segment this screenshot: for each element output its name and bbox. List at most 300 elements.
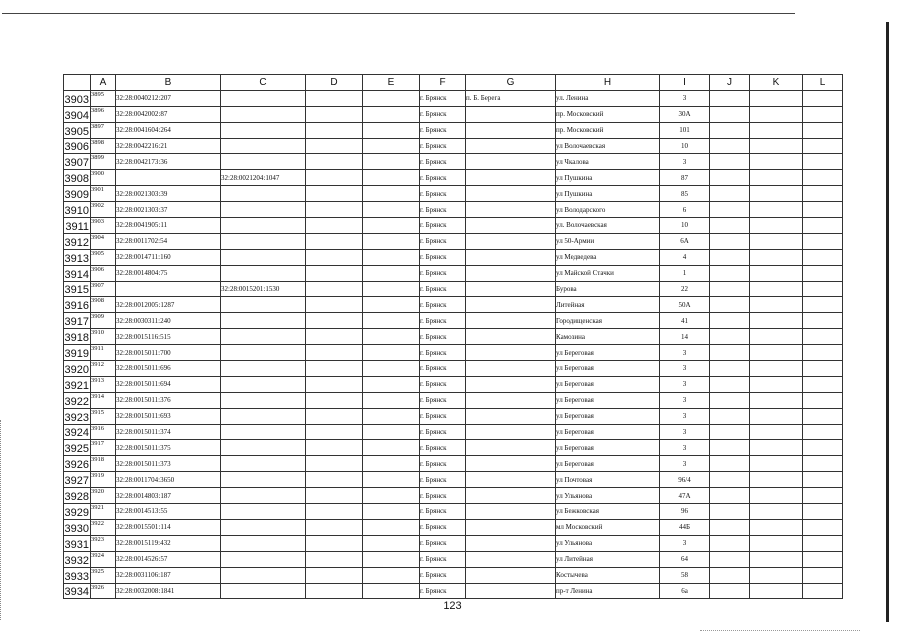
cell-b[interactable]: 32:28:0014513:55 bbox=[116, 504, 221, 520]
cell-a[interactable]: 3906 bbox=[91, 265, 116, 281]
cell-h[interactable]: пр. Московский bbox=[556, 106, 660, 122]
cell-f[interactable]: г. Брянск bbox=[420, 122, 466, 138]
cell-d[interactable] bbox=[306, 186, 363, 202]
cell-h[interactable]: ул Береговая bbox=[556, 440, 660, 456]
row-number[interactable]: 3922 bbox=[64, 392, 91, 408]
cell-b[interactable] bbox=[116, 170, 221, 186]
cell-l[interactable] bbox=[803, 551, 843, 567]
cell-k[interactable] bbox=[750, 249, 803, 265]
cell-c[interactable] bbox=[221, 361, 306, 377]
cell-h[interactable]: ул Почтовая bbox=[556, 472, 660, 488]
cell-h[interactable]: ул Медведева bbox=[556, 249, 660, 265]
cell-j[interactable] bbox=[710, 313, 750, 329]
row-number[interactable]: 3909 bbox=[64, 186, 91, 202]
cell-k[interactable] bbox=[750, 488, 803, 504]
cell-j[interactable] bbox=[710, 424, 750, 440]
cell-k[interactable] bbox=[750, 218, 803, 234]
cell-l[interactable] bbox=[803, 233, 843, 249]
cell-h[interactable]: ул Береговая bbox=[556, 376, 660, 392]
cell-c[interactable] bbox=[221, 424, 306, 440]
row-number[interactable]: 3916 bbox=[64, 297, 91, 313]
cell-b[interactable]: 32:28:0015011:700 bbox=[116, 345, 221, 361]
cell-l[interactable] bbox=[803, 265, 843, 281]
cell-e[interactable] bbox=[363, 345, 420, 361]
row-number[interactable]: 3926 bbox=[64, 456, 91, 472]
cell-g[interactable] bbox=[466, 345, 556, 361]
row-number[interactable]: 3913 bbox=[64, 249, 91, 265]
cell-j[interactable] bbox=[710, 297, 750, 313]
cell-l[interactable] bbox=[803, 186, 843, 202]
cell-l[interactable] bbox=[803, 138, 843, 154]
cell-i[interactable]: 3 bbox=[660, 345, 710, 361]
cell-i[interactable]: 3 bbox=[660, 376, 710, 392]
cell-e[interactable] bbox=[363, 313, 420, 329]
cell-g[interactable] bbox=[466, 472, 556, 488]
row-number[interactable]: 3903 bbox=[64, 90, 91, 106]
cell-e[interactable] bbox=[363, 456, 420, 472]
cell-f[interactable]: г. Брянск bbox=[420, 249, 466, 265]
cell-g[interactable] bbox=[466, 138, 556, 154]
cell-e[interactable] bbox=[363, 424, 420, 440]
cell-j[interactable] bbox=[710, 361, 750, 377]
cell-i[interactable]: 58 bbox=[660, 567, 710, 583]
cell-j[interactable] bbox=[710, 567, 750, 583]
cell-c[interactable] bbox=[221, 154, 306, 170]
row-number[interactable]: 3911 bbox=[64, 218, 91, 234]
cell-j[interactable] bbox=[710, 551, 750, 567]
cell-a[interactable]: 3905 bbox=[91, 249, 116, 265]
cell-e[interactable] bbox=[363, 329, 420, 345]
cell-a[interactable]: 3908 bbox=[91, 297, 116, 313]
cell-e[interactable] bbox=[363, 392, 420, 408]
cell-g[interactable] bbox=[466, 408, 556, 424]
cell-e[interactable] bbox=[363, 233, 420, 249]
cell-h[interactable]: ул. Волочаевская bbox=[556, 218, 660, 234]
cell-d[interactable] bbox=[306, 281, 363, 297]
row-number[interactable]: 3924 bbox=[64, 424, 91, 440]
row-number[interactable]: 3923 bbox=[64, 408, 91, 424]
cell-c[interactable] bbox=[221, 265, 306, 281]
cell-h[interactable]: ул 50-Армии bbox=[556, 233, 660, 249]
cell-k[interactable] bbox=[750, 186, 803, 202]
cell-g[interactable] bbox=[466, 313, 556, 329]
cell-l[interactable] bbox=[803, 249, 843, 265]
cell-j[interactable] bbox=[710, 233, 750, 249]
cell-k[interactable] bbox=[750, 202, 803, 218]
cell-k[interactable] bbox=[750, 297, 803, 313]
cell-f[interactable]: г. Брянск bbox=[420, 90, 466, 106]
cell-h[interactable]: Литейная bbox=[556, 297, 660, 313]
cell-d[interactable] bbox=[306, 567, 363, 583]
cell-c[interactable] bbox=[221, 313, 306, 329]
cell-a[interactable]: 3914 bbox=[91, 392, 116, 408]
cell-g[interactable] bbox=[466, 535, 556, 551]
row-number[interactable]: 3904 bbox=[64, 106, 91, 122]
cell-b[interactable]: 32:28:0015119:432 bbox=[116, 535, 221, 551]
cell-d[interactable] bbox=[306, 329, 363, 345]
cell-i[interactable]: 14 bbox=[660, 329, 710, 345]
cell-l[interactable] bbox=[803, 281, 843, 297]
cell-g[interactable] bbox=[466, 519, 556, 535]
cell-i[interactable]: 4 bbox=[660, 249, 710, 265]
cell-a[interactable]: 3911 bbox=[91, 345, 116, 361]
cell-i[interactable]: 30А bbox=[660, 106, 710, 122]
cell-j[interactable] bbox=[710, 392, 750, 408]
cell-a[interactable]: 3898 bbox=[91, 138, 116, 154]
cell-c[interactable] bbox=[221, 297, 306, 313]
cell-d[interactable] bbox=[306, 488, 363, 504]
cell-a[interactable]: 3922 bbox=[91, 519, 116, 535]
cell-h[interactable]: ул Майской Стачки bbox=[556, 265, 660, 281]
cell-b[interactable]: 32:28:0011704:3650 bbox=[116, 472, 221, 488]
cell-b[interactable] bbox=[116, 281, 221, 297]
cell-c[interactable] bbox=[221, 345, 306, 361]
cell-g[interactable] bbox=[466, 440, 556, 456]
cell-c[interactable] bbox=[221, 376, 306, 392]
cell-d[interactable] bbox=[306, 345, 363, 361]
cell-a[interactable]: 3910 bbox=[91, 329, 116, 345]
cell-i[interactable]: 10 bbox=[660, 218, 710, 234]
cell-d[interactable] bbox=[306, 535, 363, 551]
cell-f[interactable]: г. Брянск bbox=[420, 567, 466, 583]
cell-f[interactable]: г. Брянск bbox=[420, 504, 466, 520]
cell-h[interactable]: ул Пушкина bbox=[556, 186, 660, 202]
cell-b[interactable]: 32:28:0021303:39 bbox=[116, 186, 221, 202]
cell-e[interactable] bbox=[363, 186, 420, 202]
cell-e[interactable] bbox=[363, 376, 420, 392]
corner-header[interactable] bbox=[64, 75, 91, 91]
cell-k[interactable] bbox=[750, 361, 803, 377]
cell-b[interactable]: 32:28:0042173:36 bbox=[116, 154, 221, 170]
cell-j[interactable] bbox=[710, 138, 750, 154]
cell-f[interactable]: г. Брянск bbox=[420, 408, 466, 424]
cell-f[interactable]: г. Брянск bbox=[420, 583, 466, 599]
cell-b[interactable]: 32:28:0014803:187 bbox=[116, 488, 221, 504]
cell-i[interactable]: 96/4 bbox=[660, 472, 710, 488]
cell-j[interactable] bbox=[710, 122, 750, 138]
cell-g[interactable] bbox=[466, 233, 556, 249]
cell-a[interactable]: 3920 bbox=[91, 488, 116, 504]
cell-d[interactable] bbox=[306, 408, 363, 424]
cell-g[interactable] bbox=[466, 376, 556, 392]
cell-a[interactable]: 3903 bbox=[91, 218, 116, 234]
cell-f[interactable]: г. Брянск bbox=[420, 361, 466, 377]
cell-g[interactable] bbox=[466, 392, 556, 408]
cell-i[interactable]: 6а bbox=[660, 583, 710, 599]
cell-d[interactable] bbox=[306, 218, 363, 234]
cell-j[interactable] bbox=[710, 535, 750, 551]
cell-d[interactable] bbox=[306, 361, 363, 377]
cell-j[interactable] bbox=[710, 281, 750, 297]
cell-j[interactable] bbox=[710, 488, 750, 504]
cell-g[interactable] bbox=[466, 154, 556, 170]
cell-b[interactable]: 32:28:0041604:264 bbox=[116, 122, 221, 138]
row-number[interactable]: 3912 bbox=[64, 233, 91, 249]
cell-i[interactable]: 3 bbox=[660, 408, 710, 424]
cell-e[interactable] bbox=[363, 408, 420, 424]
cell-e[interactable] bbox=[363, 551, 420, 567]
cell-h[interactable]: ул Пушкина bbox=[556, 170, 660, 186]
cell-j[interactable] bbox=[710, 218, 750, 234]
cell-k[interactable] bbox=[750, 551, 803, 567]
column-header-c[interactable]: C bbox=[221, 75, 306, 91]
cell-l[interactable] bbox=[803, 218, 843, 234]
cell-e[interactable] bbox=[363, 535, 420, 551]
cell-l[interactable] bbox=[803, 376, 843, 392]
cell-e[interactable] bbox=[363, 154, 420, 170]
cell-j[interactable] bbox=[710, 329, 750, 345]
cell-e[interactable] bbox=[363, 202, 420, 218]
column-header-l[interactable]: L bbox=[803, 75, 843, 91]
row-number[interactable]: 3928 bbox=[64, 488, 91, 504]
cell-g[interactable] bbox=[466, 106, 556, 122]
cell-f[interactable]: г. Брянск bbox=[420, 488, 466, 504]
cell-b[interactable]: 32:28:0014711:160 bbox=[116, 249, 221, 265]
cell-k[interactable] bbox=[750, 281, 803, 297]
cell-d[interactable] bbox=[306, 122, 363, 138]
cell-d[interactable] bbox=[306, 392, 363, 408]
cell-g[interactable] bbox=[466, 122, 556, 138]
row-number[interactable]: 3906 bbox=[64, 138, 91, 154]
cell-l[interactable] bbox=[803, 170, 843, 186]
cell-c[interactable] bbox=[221, 488, 306, 504]
cell-e[interactable] bbox=[363, 361, 420, 377]
cell-d[interactable] bbox=[306, 202, 363, 218]
column-header-j[interactable]: J bbox=[710, 75, 750, 91]
cell-a[interactable]: 3909 bbox=[91, 313, 116, 329]
cell-j[interactable] bbox=[710, 376, 750, 392]
cell-k[interactable] bbox=[750, 170, 803, 186]
cell-g[interactable] bbox=[466, 281, 556, 297]
cell-a[interactable]: 3899 bbox=[91, 154, 116, 170]
cell-e[interactable] bbox=[363, 472, 420, 488]
cell-a[interactable]: 3926 bbox=[91, 583, 116, 599]
cell-c[interactable] bbox=[221, 186, 306, 202]
cell-h[interactable]: ул Володарского bbox=[556, 202, 660, 218]
cell-f[interactable]: г. Брянск bbox=[420, 281, 466, 297]
cell-a[interactable]: 3907 bbox=[91, 281, 116, 297]
cell-j[interactable] bbox=[710, 504, 750, 520]
cell-f[interactable]: г. Брянск bbox=[420, 392, 466, 408]
column-header-b[interactable]: B bbox=[116, 75, 221, 91]
row-number[interactable]: 3930 bbox=[64, 519, 91, 535]
cell-e[interactable] bbox=[363, 440, 420, 456]
cell-j[interactable] bbox=[710, 519, 750, 535]
cell-i[interactable]: 96 bbox=[660, 504, 710, 520]
cell-c[interactable] bbox=[221, 138, 306, 154]
cell-h[interactable]: ул Береговая bbox=[556, 345, 660, 361]
cell-l[interactable] bbox=[803, 361, 843, 377]
cell-k[interactable] bbox=[750, 313, 803, 329]
cell-j[interactable] bbox=[710, 186, 750, 202]
cell-i[interactable]: 3 bbox=[660, 90, 710, 106]
cell-h[interactable]: Костычева bbox=[556, 567, 660, 583]
cell-e[interactable] bbox=[363, 106, 420, 122]
cell-h[interactable]: ул Волочаевская bbox=[556, 138, 660, 154]
cell-h[interactable]: ул Береговая bbox=[556, 361, 660, 377]
cell-b[interactable]: 32:28:0015011:374 bbox=[116, 424, 221, 440]
cell-i[interactable]: 85 bbox=[660, 186, 710, 202]
cell-g[interactable] bbox=[466, 424, 556, 440]
cell-b[interactable]: 32:28:0015011:696 bbox=[116, 361, 221, 377]
cell-l[interactable] bbox=[803, 345, 843, 361]
cell-d[interactable] bbox=[306, 424, 363, 440]
cell-f[interactable]: г. Брянск bbox=[420, 535, 466, 551]
cell-k[interactable] bbox=[750, 583, 803, 599]
row-number[interactable]: 3921 bbox=[64, 376, 91, 392]
cell-h[interactable]: ул Чкалова bbox=[556, 154, 660, 170]
cell-l[interactable] bbox=[803, 583, 843, 599]
cell-a[interactable]: 3925 bbox=[91, 567, 116, 583]
cell-b[interactable]: 32:28:0014526:57 bbox=[116, 551, 221, 567]
cell-e[interactable] bbox=[363, 567, 420, 583]
cell-f[interactable]: г. Брянск bbox=[420, 313, 466, 329]
cell-g[interactable] bbox=[466, 456, 556, 472]
cell-l[interactable] bbox=[803, 106, 843, 122]
cell-b[interactable]: 32:28:0042216:21 bbox=[116, 138, 221, 154]
cell-d[interactable] bbox=[306, 551, 363, 567]
cell-k[interactable] bbox=[750, 233, 803, 249]
cell-j[interactable] bbox=[710, 408, 750, 424]
cell-f[interactable]: г. Брянск bbox=[420, 218, 466, 234]
cell-d[interactable] bbox=[306, 376, 363, 392]
cell-a[interactable]: 3924 bbox=[91, 551, 116, 567]
cell-i[interactable]: 44Б bbox=[660, 519, 710, 535]
cell-l[interactable] bbox=[803, 90, 843, 106]
cell-k[interactable] bbox=[750, 154, 803, 170]
cell-c[interactable] bbox=[221, 456, 306, 472]
row-number[interactable]: 3908 bbox=[64, 170, 91, 186]
column-header-e[interactable]: E bbox=[363, 75, 420, 91]
cell-b[interactable]: 32:28:0012005:1287 bbox=[116, 297, 221, 313]
cell-k[interactable] bbox=[750, 90, 803, 106]
cell-f[interactable]: г. Брянск bbox=[420, 233, 466, 249]
cell-l[interactable] bbox=[803, 202, 843, 218]
cell-f[interactable]: г. Брянск bbox=[420, 376, 466, 392]
cell-d[interactable] bbox=[306, 440, 363, 456]
cell-k[interactable] bbox=[750, 265, 803, 281]
cell-b[interactable]: 32:28:0042002:87 bbox=[116, 106, 221, 122]
cell-k[interactable] bbox=[750, 408, 803, 424]
cell-k[interactable] bbox=[750, 392, 803, 408]
cell-b[interactable]: 32:28:0032008:1841 bbox=[116, 583, 221, 599]
cell-c[interactable] bbox=[221, 551, 306, 567]
cell-a[interactable]: 3915 bbox=[91, 408, 116, 424]
cell-g[interactable] bbox=[466, 488, 556, 504]
cell-c[interactable] bbox=[221, 472, 306, 488]
row-number[interactable]: 3933 bbox=[64, 567, 91, 583]
cell-f[interactable]: г. Брянск bbox=[420, 456, 466, 472]
cell-j[interactable] bbox=[710, 90, 750, 106]
cell-k[interactable] bbox=[750, 329, 803, 345]
cell-c[interactable] bbox=[221, 122, 306, 138]
cell-l[interactable] bbox=[803, 408, 843, 424]
cell-h[interactable]: мл Московский bbox=[556, 519, 660, 535]
cell-i[interactable]: 3 bbox=[660, 456, 710, 472]
cell-k[interactable] bbox=[750, 504, 803, 520]
cell-e[interactable] bbox=[363, 265, 420, 281]
cell-a[interactable]: 3912 bbox=[91, 361, 116, 377]
row-number[interactable]: 3929 bbox=[64, 504, 91, 520]
cell-l[interactable] bbox=[803, 535, 843, 551]
cell-f[interactable]: г. Брянск bbox=[420, 297, 466, 313]
cell-h[interactable]: ул Береговая bbox=[556, 408, 660, 424]
cell-c[interactable] bbox=[221, 249, 306, 265]
cell-f[interactable]: г. Брянск bbox=[420, 138, 466, 154]
cell-b[interactable]: 32:28:0015011:375 bbox=[116, 440, 221, 456]
cell-b[interactable]: 32:28:0011702:54 bbox=[116, 233, 221, 249]
cell-i[interactable]: 3 bbox=[660, 361, 710, 377]
cell-f[interactable]: г. Брянск bbox=[420, 472, 466, 488]
cell-f[interactable]: г. Брянск bbox=[420, 329, 466, 345]
cell-l[interactable] bbox=[803, 122, 843, 138]
cell-j[interactable] bbox=[710, 456, 750, 472]
cell-j[interactable] bbox=[710, 106, 750, 122]
cell-f[interactable]: г. Брянск bbox=[420, 424, 466, 440]
cell-c[interactable] bbox=[221, 440, 306, 456]
cell-k[interactable] bbox=[750, 345, 803, 361]
cell-l[interactable] bbox=[803, 504, 843, 520]
cell-e[interactable] bbox=[363, 504, 420, 520]
cell-i[interactable]: 10 bbox=[660, 138, 710, 154]
column-header-h[interactable]: H bbox=[556, 75, 660, 91]
cell-g[interactable] bbox=[466, 361, 556, 377]
cell-g[interactable] bbox=[466, 297, 556, 313]
cell-b[interactable]: 32:28:0015011:694 bbox=[116, 376, 221, 392]
cell-a[interactable]: 3921 bbox=[91, 504, 116, 520]
cell-h[interactable]: ул Береговая bbox=[556, 392, 660, 408]
cell-i[interactable]: 47А bbox=[660, 488, 710, 504]
cell-d[interactable] bbox=[306, 313, 363, 329]
cell-i[interactable]: 87 bbox=[660, 170, 710, 186]
cell-a[interactable]: 3913 bbox=[91, 376, 116, 392]
cell-b[interactable]: 32:28:0031106:187 bbox=[116, 567, 221, 583]
cell-i[interactable]: 3 bbox=[660, 392, 710, 408]
cell-c[interactable] bbox=[221, 218, 306, 234]
cell-g[interactable] bbox=[466, 218, 556, 234]
cell-d[interactable] bbox=[306, 583, 363, 599]
cell-d[interactable] bbox=[306, 504, 363, 520]
cell-h[interactable]: ул Ульянова bbox=[556, 535, 660, 551]
column-header-d[interactable]: D bbox=[306, 75, 363, 91]
cell-a[interactable]: 3916 bbox=[91, 424, 116, 440]
column-header-i[interactable]: I bbox=[660, 75, 710, 91]
cell-k[interactable] bbox=[750, 456, 803, 472]
cell-l[interactable] bbox=[803, 567, 843, 583]
row-number[interactable]: 3932 bbox=[64, 551, 91, 567]
cell-a[interactable]: 3897 bbox=[91, 122, 116, 138]
row-number[interactable]: 3917 bbox=[64, 313, 91, 329]
row-number[interactable]: 3918 bbox=[64, 329, 91, 345]
cell-i[interactable]: 6 bbox=[660, 202, 710, 218]
cell-f[interactable]: г. Брянск bbox=[420, 170, 466, 186]
cell-i[interactable]: 3 bbox=[660, 440, 710, 456]
cell-k[interactable] bbox=[750, 376, 803, 392]
cell-k[interactable] bbox=[750, 472, 803, 488]
cell-c[interactable] bbox=[221, 392, 306, 408]
cell-j[interactable] bbox=[710, 583, 750, 599]
cell-i[interactable]: 22 bbox=[660, 281, 710, 297]
cell-e[interactable] bbox=[363, 281, 420, 297]
column-header-f[interactable]: F bbox=[420, 75, 466, 91]
cell-e[interactable] bbox=[363, 297, 420, 313]
cell-c[interactable] bbox=[221, 329, 306, 345]
cell-g[interactable] bbox=[466, 170, 556, 186]
cell-l[interactable] bbox=[803, 440, 843, 456]
cell-e[interactable] bbox=[363, 488, 420, 504]
cell-i[interactable]: 41 bbox=[660, 313, 710, 329]
cell-g[interactable] bbox=[466, 265, 556, 281]
